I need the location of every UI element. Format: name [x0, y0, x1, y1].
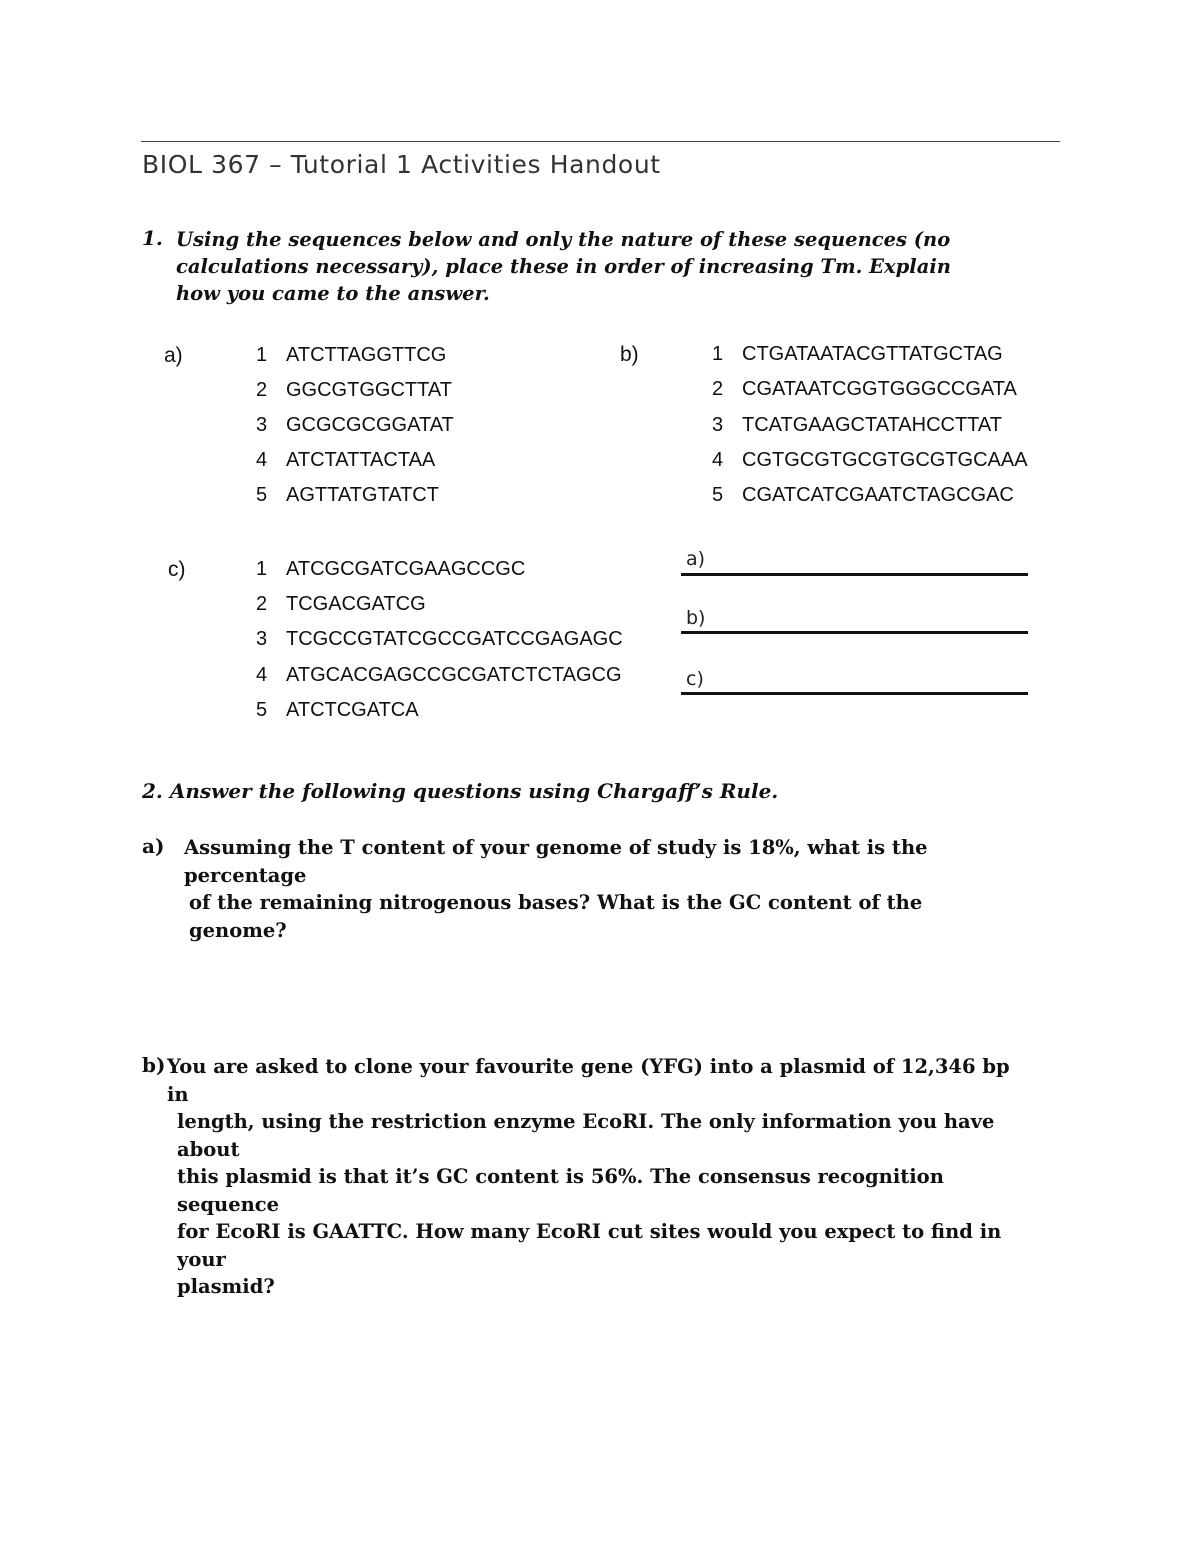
set-c-seq-2-number: 2 — [256, 593, 268, 615]
question-2b-line-4: for EcoRI is GAATTC. How many EcoRI cut sites would you expect to find in your — [177, 1220, 1002, 1271]
question-1-number: 1. — [142, 226, 163, 250]
question-2a-line-1: Assuming the T content of your genome of study is 18%, what is the percentage — [184, 836, 928, 887]
set-b-seq-2-number: 2 — [712, 378, 724, 400]
set-c-seq-5-number: 5 — [256, 699, 268, 721]
set-b-seq-3: TCATGAAGCTATAHCCTTAT — [742, 414, 1002, 436]
answer-b-label: b) — [686, 607, 706, 629]
set-a-seq-1-number: 1 — [256, 344, 268, 366]
set-a-seq-2-number: 2 — [256, 379, 268, 401]
question-1-prompt: Using the sequences below and only the nature of these sequences (no calculations necessary), place these in order of increasing Tm. Explain how you came to the answer. — [176, 228, 951, 305]
question-2b-line-3: this plasmid is that it’s GC content is 56%. The consensus recognition sequence — [177, 1165, 944, 1216]
set-c-seq-4: ATGCACGAGCCGCGATCTCTAGCG — [286, 664, 622, 686]
set-c-label: c) — [168, 558, 186, 581]
answer-c-line[interactable] — [681, 692, 1028, 695]
header-rule — [141, 141, 1060, 142]
question-2-heading: 2. Answer the following questions using Chargaff’s Rule. — [142, 779, 779, 803]
question-2b-line-5: plasmid? — [177, 1275, 275, 1298]
answer-c-label: c) — [686, 668, 704, 690]
set-b-seq-1-number: 1 — [712, 343, 724, 365]
set-a-seq-4-number: 4 — [256, 449, 268, 471]
set-c-seq-1-number: 1 — [256, 558, 268, 580]
set-a-seq-5: AGTTATGTATCT — [286, 484, 439, 506]
question-2b-text — [167, 1053, 1027, 1301]
set-b-seq-5-number: 5 — [712, 484, 724, 506]
set-c-seq-2: TCGACGATCG — [286, 593, 426, 615]
set-a-label: a) — [164, 344, 183, 367]
set-c-seq-5: ATCTCGATCA — [286, 699, 419, 721]
question-2b-line-1: You are asked to clone your favourite gene (YFG) into a plasmid of 12,346 bp in — [167, 1055, 1010, 1106]
set-a-seq-3-number: 3 — [256, 414, 268, 436]
set-a-seq-4: ATCTATTACTAA — [286, 449, 436, 471]
set-b-seq-4: CGTGCGTGCGTGCGTGCAAA — [742, 449, 1028, 471]
set-b-seq-5: CGATCATCGAATCTAGCGAC — [742, 484, 1014, 506]
answer-a-label: a) — [686, 548, 706, 570]
set-c-seq-1: ATCGCGATCGAAGCCGC — [286, 558, 526, 580]
question-2b-line-2: length, using the restriction enzyme EcoRI. The only information you have about — [177, 1110, 995, 1161]
set-a-seq-2: GGCGTGGCTTAT — [286, 379, 452, 401]
answer-a-line[interactable] — [681, 573, 1028, 576]
set-b-seq-4-number: 4 — [712, 449, 724, 471]
set-b-label: b) — [620, 343, 639, 366]
set-a-seq-3: GCGCGCGGATAT — [286, 414, 454, 436]
set-a-seq-1: ATCTTAGGTTCG — [286, 344, 447, 366]
set-b-seq-3-number: 3 — [712, 414, 724, 436]
question-2a-label: a) — [142, 834, 165, 858]
answer-b-line[interactable] — [681, 631, 1028, 634]
set-c-seq-3: TCGCCGTATCGCCGATCCGAGAGC — [286, 628, 623, 650]
set-c-seq-4-number: 4 — [256, 664, 268, 686]
question-2a-line-2: of the remaining nitrogenous bases? What is the GC content of the genome? — [189, 891, 923, 942]
question-2a-text — [184, 834, 1024, 944]
set-c-seq-3-number: 3 — [256, 628, 268, 650]
question-2b-label: b) — [142, 1053, 166, 1077]
set-b-seq-2: CGATAATCGGTGGGCCGATA — [742, 378, 1017, 400]
set-a-seq-5-number: 5 — [256, 484, 268, 506]
set-b-seq-1: CTGATAATACGTTATGCTAG — [742, 343, 1003, 365]
page-title: BIOL 367 – Tutorial 1 Activities Handout — [142, 150, 661, 179]
